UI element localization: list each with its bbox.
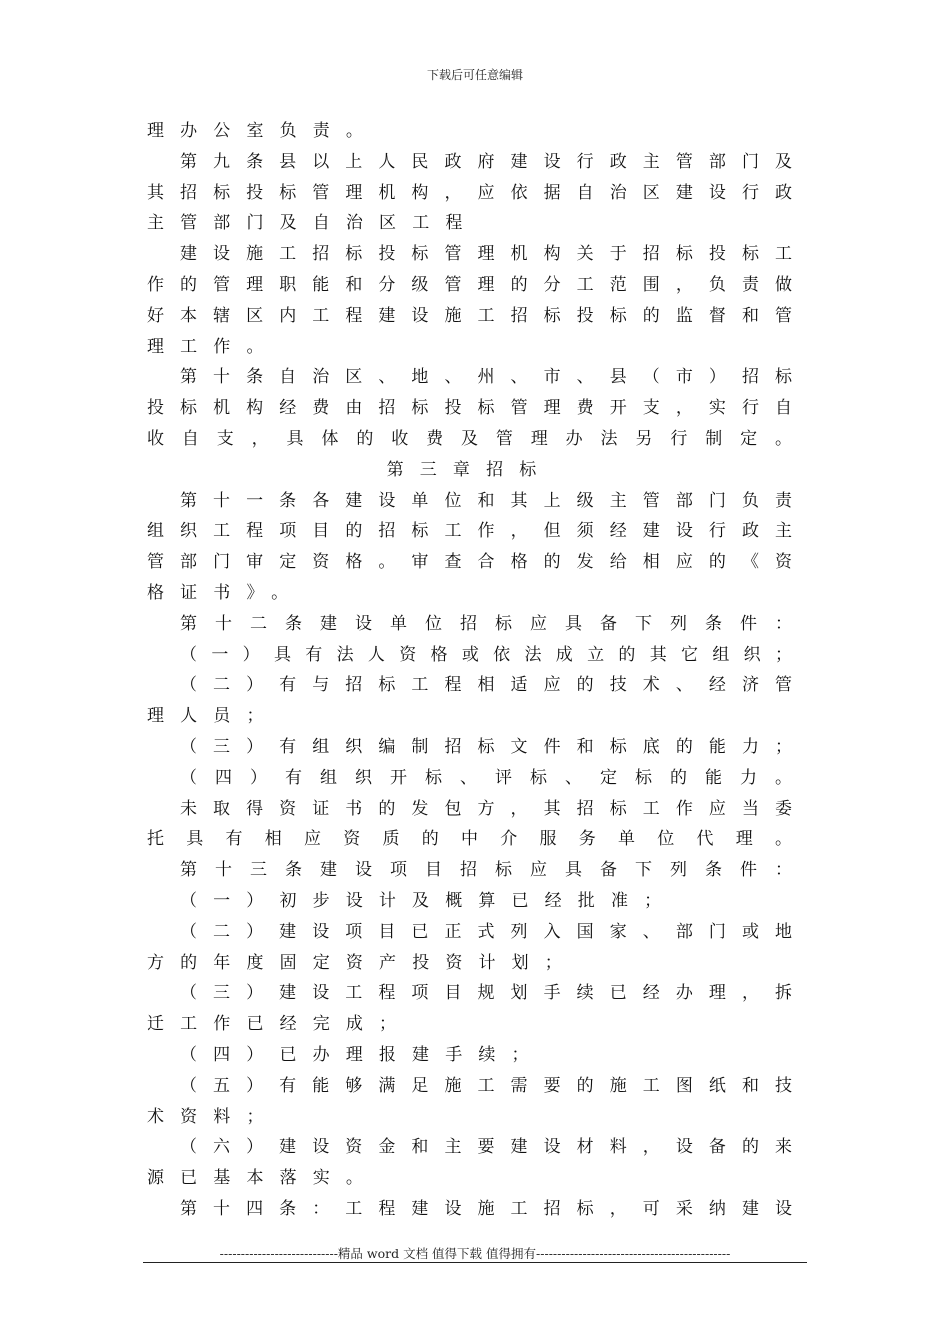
chapter-heading: 第三章招标 xyxy=(386,459,553,480)
text-line: （二）建设项目已正式列入国家、部门或地 xyxy=(180,921,792,942)
text-line: 建设施工招标投标管理机构关于招标投标工 xyxy=(180,244,792,265)
text-line: 理人员； xyxy=(147,706,280,727)
text-line: （六）建设资金和主要建设材料，设备的来 xyxy=(180,1137,792,1158)
text-line: （一）具有法人资格或依法成立的其它组织； xyxy=(180,644,792,665)
text-line: 第十四条：工程建设施工招标，可采纳建设 xyxy=(180,1198,792,1219)
text-line: 未取得资证书的发包方，其招标工作应当委 xyxy=(180,798,792,819)
text-line: 方的年度固定资产投资计划； xyxy=(147,952,578,973)
text-line: 第九条县以上人民政府建设行政主管部门及 xyxy=(180,151,792,172)
text-line: （五）有能够满足施工需要的施工图纸和技 xyxy=(180,1075,792,1096)
text-line: 理办公室负责。 xyxy=(147,121,380,141)
text-line: 其招标投标管理机构，应依据自治区建设行政 xyxy=(147,182,792,203)
text-line: （三）有组织编制招标文件和标底的能力； xyxy=(180,736,792,757)
document-body xyxy=(147,116,792,1225)
text-line: 好本辖区内工程建设施工招标投标的监督和管 xyxy=(147,305,792,326)
text-line: 第十二条建设单位招标应具备下列条件： xyxy=(180,613,792,634)
text-line: （三）建设工程项目规划手续已经办理，拆 xyxy=(180,983,792,1004)
text-line: （四）有组织开标、评标、定标的能力。 xyxy=(180,767,792,788)
text-line: 投标机构经费由招标投标管理费开支，实行自 xyxy=(147,398,792,419)
text-line: 第十三条建设项目招标应具备下列条件： xyxy=(180,860,792,881)
text-line: 第十条自治区、地、州、市、县（市）招标 xyxy=(180,367,792,388)
page-footer: ----------------------------精品 word 文档 值得下载 值得拥有---------------------------------------------- xyxy=(219,1246,731,1261)
text-line: 组织工程项目的招标工作，但须经建设行政主 xyxy=(147,521,792,542)
text-line: （二）有与招标工程相适应的技术、经济管 xyxy=(180,675,792,696)
text-line: （四）已办理报建手续； xyxy=(180,1044,545,1065)
text-line: 管部门审定资格。审查合格的发给相应的《资 xyxy=(147,552,792,573)
footer-rule xyxy=(143,1262,807,1263)
text-line: 托具有相应资质的中介服务单位代理。 xyxy=(147,829,792,850)
text-line: 作的管理职能和分级管理的分工范围，负责做 xyxy=(147,274,792,295)
text-line: 主管部门及自治区工程 xyxy=(147,213,479,234)
text-line: 收自支，具体的收费及管理办法另行制定。 xyxy=(147,428,792,449)
text-line: 理工作。 xyxy=(147,336,280,357)
text-line: 源已基本落实。 xyxy=(147,1168,380,1189)
text-line: （一）初步设计及概算已经批准； xyxy=(180,890,678,911)
page-header: 下载后可任意编辑 xyxy=(426,68,523,82)
text-line: 迁工作已经完成； xyxy=(147,1014,413,1035)
text-line: 术资料； xyxy=(147,1106,280,1127)
text-line: 格证书》。 xyxy=(147,582,305,603)
text-line: 第十一条各建设单位和其上级主管部门负责 xyxy=(180,490,792,511)
